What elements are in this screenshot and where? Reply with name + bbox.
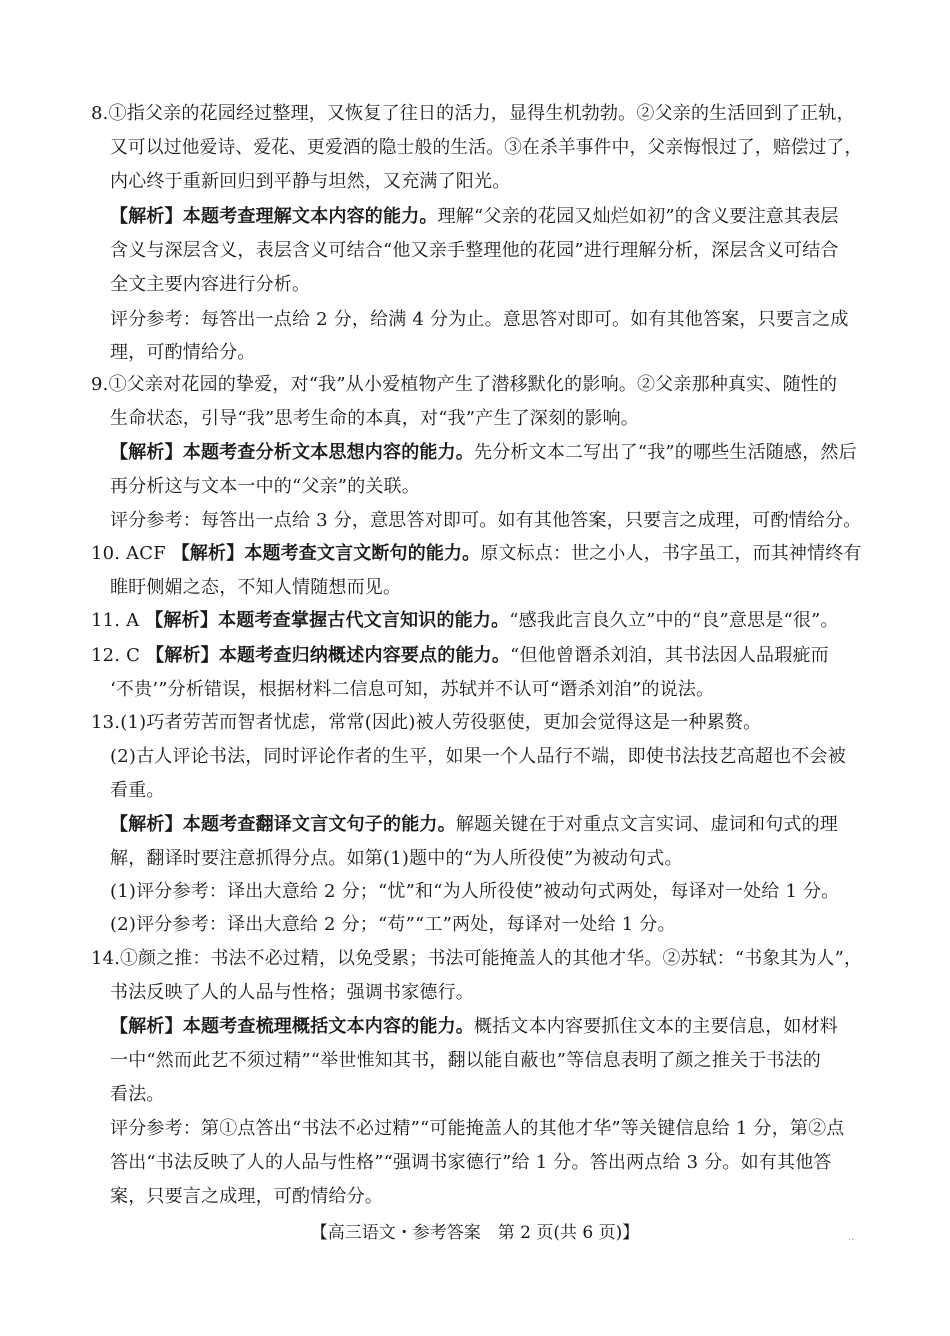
q13-score-line-2: (2)评分参考：译出大意给 2 分；“苟”“工”两处，每译对一处给 1 分。	[110, 914, 676, 935]
analysis-tag: 【解析】本题考查翻译文言文句子的能力。	[110, 814, 456, 835]
analysis-text: 概括文本内容要抓住文本的主要信息，如材料	[474, 1016, 838, 1037]
analysis-tag: 【解析】本题考查梳理概括文本内容的能力。	[110, 1016, 474, 1037]
q8-analysis-line-3: 全文主要内容进行分析。	[110, 274, 311, 295]
page-footer: 【高三语文・参考答案 第 2 页(共 6 页)】	[310, 1223, 640, 1243]
analysis-tag: 【解析】本题考查文言文断句的能力。	[171, 543, 481, 564]
q14-score-line-2: 答出“书法反映了人的人品与性格”“强调书家德行”给 1 分。答出两点给 3 分。如有其他答	[110, 1152, 832, 1173]
q14-line-2: 书法反映了人的人品与性格；强调书家德行。	[110, 982, 474, 1003]
analysis-text: 解题关键在于对重点文言实词、虚词和句式的理	[455, 814, 839, 835]
q13-line-3: 看重。	[110, 780, 165, 801]
q13-line-1: 13.(1)巧者劳苦而智者忧虑，常常(因此)被人劳役驱使，更加会觉得这是一种累赘。	[91, 712, 762, 733]
q14-score-line-1: 评分参考：第①点答出“书法不必过精”“可能掩盖人的其他才华”等关键信息给 1 分，第②点	[110, 1118, 845, 1139]
q12-line-1	[91, 644, 829, 668]
q8-analysis-line-1	[110, 205, 839, 229]
answer-letters: 10. ACF	[91, 543, 172, 564]
q9-line-2: 生命状态，引导“我”思考生命的本真，对“我”产生了深刻的影响。	[110, 408, 640, 429]
q8-score-line-1: 评分参考：每答出一点给 2 分，给满 4 分为止。意思答对即可。如有其他答案，只要言之成	[110, 309, 849, 330]
q9-analysis-line-1	[110, 441, 857, 465]
analysis-tag: 【解析】本题考查分析文本思想内容的能力。	[110, 442, 474, 463]
q13-score-line-1: (1)评分参考：译出大意给 2 分；“忧”和“为人所役使”被动句式两处，每译对一处给 1 分。	[110, 881, 840, 902]
q11-line-1	[91, 609, 839, 633]
q12-line-2: ‘不贵’”分析错误，根据材料二信息可知，苏轼并不认可“谮杀刘洎”的说法。	[110, 679, 715, 700]
answer-letters: 11. A	[91, 610, 146, 631]
q9-score-line-1: 评分参考：每答出一点给 3 分，意思答对即可。如有其他答案，只要言之成理，可酌情给分。	[110, 510, 862, 531]
q9-analysis-line-2: 再分析这与文本一中的“父亲”的关联。	[110, 476, 421, 497]
footer-mark: ..	[848, 1232, 855, 1243]
analysis-tag: 【解析】本题考查理解文本内容的能力。	[110, 206, 438, 227]
analysis-text: “但他曾谮杀刘洎，其书法因人品瑕疵而	[510, 645, 829, 666]
q14-analysis-line-3: 看法。	[110, 1084, 165, 1105]
q13-analysis-line-2: 解，翻译时要注意抓得分点。如第(1)题中的“为人所役使”为被动句式。	[110, 848, 683, 869]
analysis-tag: 【解析】本题考查归纳概述内容要点的能力。	[146, 645, 511, 666]
q10-line-1	[91, 542, 862, 566]
q14-score-line-3: 案，只要言之成理，可酌情给分。	[110, 1186, 383, 1207]
q8-line-3: 内心终于重新回归到平静与坦然，又充满了阳光。	[110, 171, 511, 192]
q8-line-2: 又可以过他爱诗、爱花、更爱酒的隐士般的生活。③在杀羊事件中，父亲悔恨过了，赔偿过了，	[110, 137, 863, 158]
answer-letters: 12. C	[91, 645, 147, 666]
analysis-text: 原文标点：世之小人，书字虽工，而其神情终有	[480, 543, 862, 564]
q14-analysis-line-1	[110, 1015, 838, 1039]
q8-analysis-line-2: 含义与深层含义，表层含义可结合“他又亲手整理他的花园”进行理解分析，深层含义可结合	[110, 240, 839, 261]
analysis-text: “感我此言良久立”中的“良”意思是“很”。	[509, 610, 839, 631]
q8-line-1: 8.①指父亲的花园经过整理，又恢复了往日的活力，显得生机勃勃。②父亲的生活回到了正轨，	[91, 103, 855, 124]
q14-line-1: 14.①颜之推：书法不必过精，以免受累；书法可能掩盖人的其他才华。②苏轼：“书象其为人”，	[91, 948, 863, 969]
analysis-text: 理解“父亲的花园又灿烂如初”的含义要注意其表层	[437, 206, 839, 227]
q13-analysis-line-1	[110, 813, 838, 837]
q10-line-2: 睢盱侧媚之态，不知人情随想而见。	[110, 577, 402, 598]
q8-score-line-2: 理，可酌情给分。	[110, 342, 256, 363]
analysis-text: 先分析文本二写出了“我”的哪些生活随感，然后	[474, 442, 857, 463]
q9-line-1: 9.①父亲对花园的挚爱，对“我”从小爱植物产生了潜移默化的影响。②父亲那种真实、随性的	[91, 374, 838, 395]
analysis-tag: 【解析】本题考查掌握古代文言知识的能力。	[145, 610, 510, 631]
q13-line-2: (2)古人评论书法，同时评论作者的生平，如果一个人品行不端，即使书法技艺高超也不会被	[110, 746, 846, 767]
q14-analysis-line-2: 一中“然而此艺不须过精”“举世惟知其书，翻以能自蔽也”等信息表明了颜之推关于书法的	[110, 1050, 822, 1071]
